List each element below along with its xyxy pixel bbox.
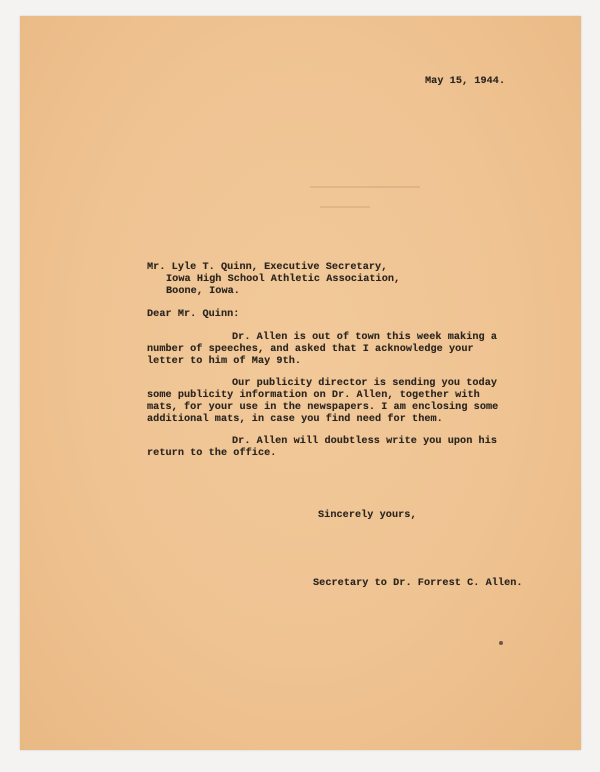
closing: Sincerely yours, <box>318 510 417 521</box>
recipient-line: Iowa High School Athletic Association, <box>166 274 401 285</box>
body-paragraph-line: Our publicity director is sending you today <box>232 378 498 389</box>
body-paragraph-line: mats, for your use in the newspapers. I am enclosing some <box>147 402 499 413</box>
paper-blemish <box>499 641 503 645</box>
body-paragraph-line: additional mats, in case you find need for them. <box>147 414 443 425</box>
body-paragraph-line: some publicity information on Dr. Allen, together with <box>147 390 480 401</box>
body-paragraph-line: letter to him of May 9th. <box>147 356 302 367</box>
signature-line: Secretary to Dr. Forrest C. Allen. <box>313 578 523 589</box>
recipient-line: Boone, Iowa. <box>166 286 240 297</box>
body-paragraph-line: Dr. Allen will doubtless write you upon his <box>232 436 498 447</box>
recipient-line: Mr. Lyle T. Quinn, Executive Secretary, <box>147 262 388 273</box>
letter-date: May 15, 1944. <box>425 76 506 87</box>
salutation: Dear Mr. Quinn: <box>147 309 240 320</box>
body-paragraph-line: return to the office. <box>147 448 277 459</box>
show-through-mark <box>320 206 370 208</box>
body-paragraph-line: number of speeches, and asked that I acknowledge your <box>147 344 474 355</box>
body-paragraph-line: Dr. Allen is out of town this week making a <box>232 332 498 343</box>
show-through-mark <box>310 186 420 188</box>
